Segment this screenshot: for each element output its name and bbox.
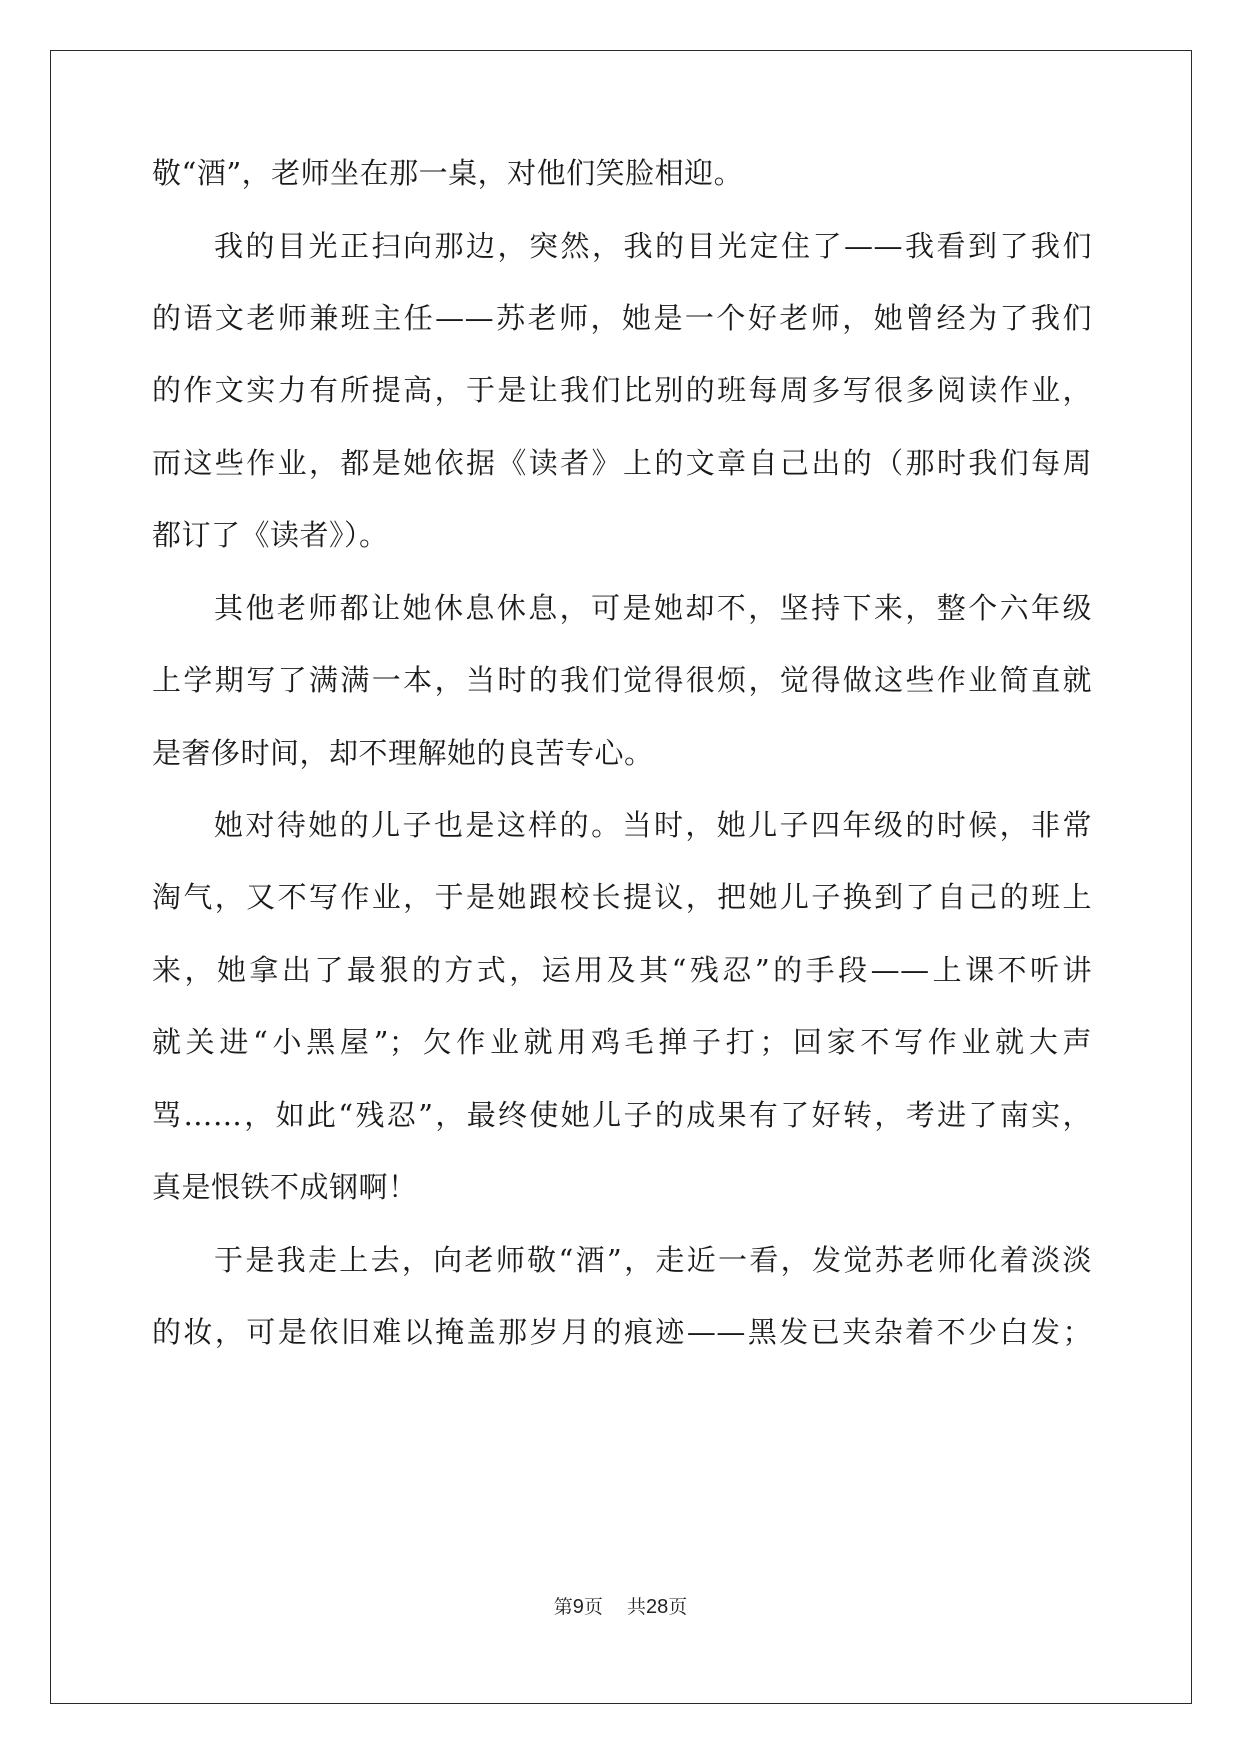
text-line: 敬“酒”，老师坐在那一桌，对他们笑脸相迎。 bbox=[152, 156, 744, 190]
text-line: 是奢侈时间，却不理解她的良苦专心。 bbox=[152, 736, 654, 770]
text-line: 淘气，又不写作业，于是她跟校长提议，把她儿子换到了自己的班上 bbox=[152, 880, 1092, 914]
page-suffix: 页 bbox=[583, 1596, 603, 1618]
page-number: 9 bbox=[572, 1596, 584, 1618]
paragraph-start-line: 于是我走上去，向老师敬“酒”，走近一看，发觉苏老师化着淡淡 bbox=[214, 1243, 1092, 1277]
text-line: 都订了《读者》）。 bbox=[152, 518, 389, 552]
text-line: 上学期写了满满一本，当时的我们觉得很烦，觉得做这些作业简直就 bbox=[152, 663, 1092, 697]
text-line: 来，她拿出了最狠的方式，运用及其“残忍”的手段——上课不听讲 bbox=[152, 953, 1092, 987]
total-suffix: 页 bbox=[668, 1596, 688, 1618]
text-line: 骂……，如此“残忍”，最终使她儿子的成果有了好转，考进了南实， bbox=[152, 1098, 1092, 1132]
page-total: 28 bbox=[646, 1596, 669, 1618]
paragraph-start-line: 其他老师都让她休息休息，可是她却不，坚持下来，整个六年级 bbox=[214, 591, 1092, 625]
text-line: 的作文实力有所提高，于是让我们比别的班每周多写很多阅读作业， bbox=[152, 373, 1092, 407]
paragraph-start-line: 她对待她的儿子也是这样的。当时，她儿子四年级的时候，非常 bbox=[214, 808, 1092, 842]
text-line: 的妆，可是依旧难以掩盖那岁月的痕迹——黑发已夹杂着不少白发； bbox=[152, 1315, 1092, 1349]
text-line: 的语文老师兼班主任——苏老师，她是一个好老师，她曾经为了我们 bbox=[152, 301, 1092, 335]
text-line: 就关进“小黑屋”；欠作业就用鸡毛掸子打；回家不写作业就大声 bbox=[152, 1025, 1092, 1059]
page-footer bbox=[0, 1592, 1241, 1622]
page-prefix: 第 bbox=[553, 1596, 573, 1618]
text-line: 真是恨铁不成钢啊！ bbox=[152, 1170, 418, 1204]
paragraph-start-line: 我的目光正扫向那边，突然，我的目光定住了——我看到了我们 bbox=[214, 229, 1092, 263]
text-line: 而这些作业，都是她依据《读者》上的文章自己出的（那时我们每周 bbox=[152, 446, 1092, 480]
total-prefix: 共 bbox=[627, 1596, 647, 1618]
